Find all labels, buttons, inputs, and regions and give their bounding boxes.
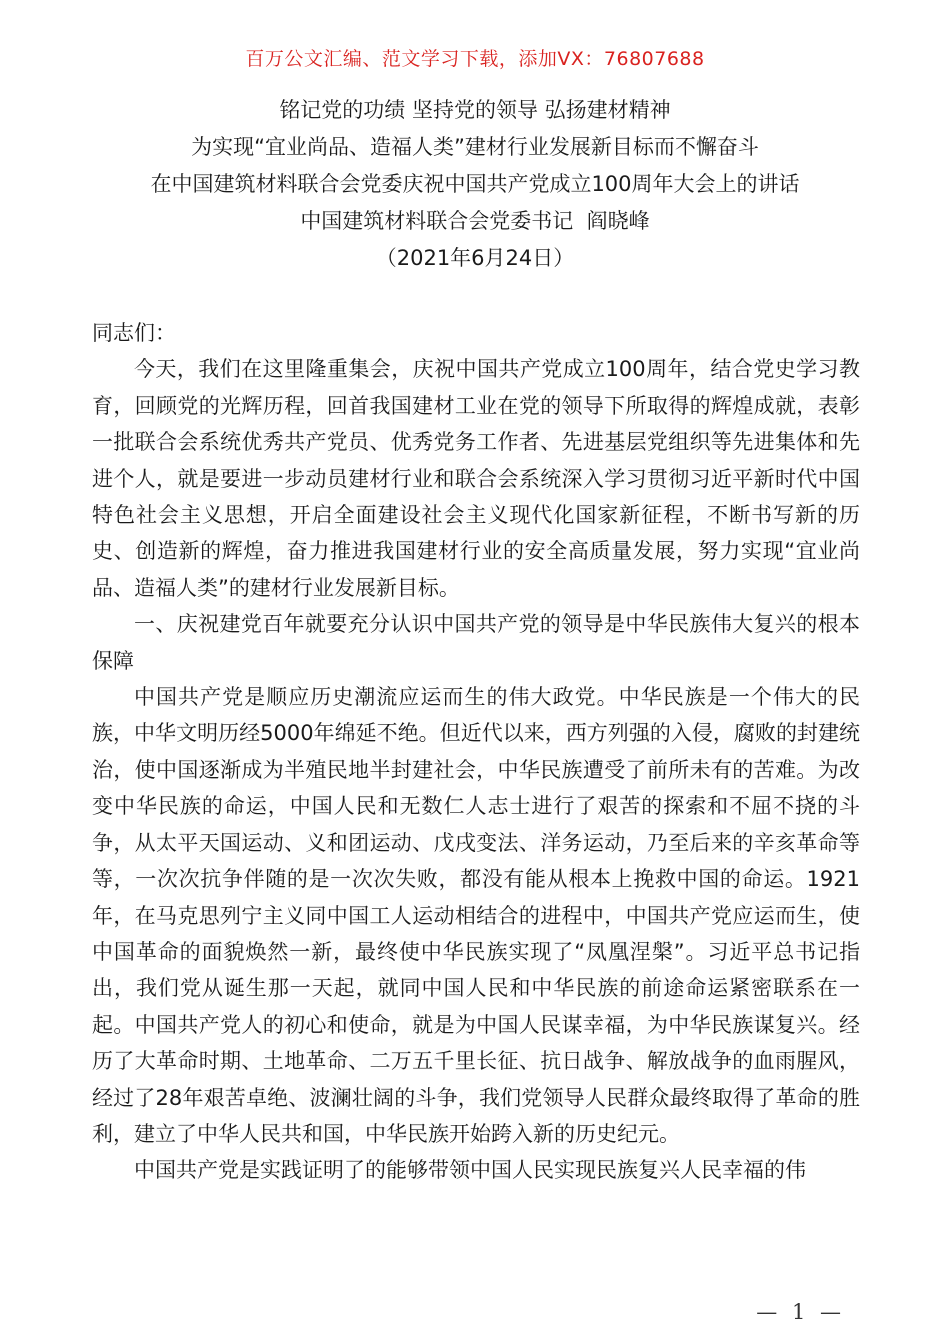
section-heading-1: 一、庆祝建党百年就要充分认识中国共产党的领导是中华民族伟大复兴的根本保障 bbox=[92, 612, 860, 673]
title-line-2: 为实现“宜业尚品、造福人类”建材行业发展新目标而不懈奋斗 bbox=[191, 135, 759, 159]
page-number: — 1 — bbox=[756, 1300, 845, 1324]
download-banner: 百万公文汇编、范文学习下载，添加VX：76807688 bbox=[245, 48, 705, 70]
title-line-3: 在中国建筑材料联合会党委庆祝中国共产党成立100周年大会上的讲话 bbox=[150, 172, 800, 196]
paragraph-continued: 中国共产党是实践证明了的能够带领中国人民实现民族复兴人民幸福的伟 bbox=[134, 1158, 806, 1183]
title-block bbox=[0, 92, 950, 277]
date-line: （2021年6月24日） bbox=[375, 246, 575, 270]
title-line-1: 铭记党的功绩 坚持党的领导 弘扬建材精神 bbox=[279, 98, 671, 122]
greeting: 同志们： bbox=[92, 321, 176, 345]
paragraph-history: 中国共产党是顺应历史潮流应运而生的伟大政党。中华民族是一个伟大的民族，中华文明历经5000年绵延不绝。但近代以来，西方列强的入侵，腐败的封建统治，使中国逐渐成为半殖民地半封建社会，中华民族遭受了前所未有的苦难。为改变中华民族的命运，中国人民和无数仁人志士进行了艰苦的探索和不屈不挠的斗争，从太平天国运动、义和团运动、戊戌变法、洋务运动，乃至后来的辛亥革命等等，一次次抗争伴随的是一次次失败，都没有能从根本上挽救中国的命运。1921年，在马克思列宁主义同中国工人运动相结合的进程中，中国共产党应运而生，使中国革命的面貌焕然一新，最终使中华民族实现了“凤凰涅槃”。习近平总书记指出，我们党从诞生那一天起，就同中国人民和中华民族的前途命运紧密联系在一起。中国共产党人的初心和使命，就是为中国人民谋幸福，为中华民族谋复兴。经历了大革命时期、土地革命、二万五千里长征、抗日战争、解放战争的血雨腥风，经过了28年艰苦卓绝、波澜壮阔的斗争，我们党领导人民群众最终取得了革命的胜利，建立了中华人民共和国，中华民族开始跨入新的历史纪元。 bbox=[92, 685, 860, 1146]
author-line: 中国建筑材料联合会党委书记 阎晓峰 bbox=[300, 209, 650, 233]
paragraph-intro: 今天，我们在这里隆重集会，庆祝中国共产党成立100周年，结合党史学习教育，回顾党的光辉历程，回首我国建材工业在党的领导下所取得的辉煌成就，表彰一批联合会系统优秀共产党员、优秀党务工作者、先进基层党组织等先进集体和先进个人，就是要进一步动员建材行业和联合会系统深入学习贯彻习近平新时代中国特色社会主义思想，开启全面建设社会主义现代化国家新征程，不断书写新的历史、创造新的辉煌，奋力推进我国建材行业的安全高质量发展，努力实现“宜业尚品、造福人类”的建材行业发展新目标。 bbox=[92, 357, 860, 600]
document-body bbox=[92, 315, 860, 1189]
